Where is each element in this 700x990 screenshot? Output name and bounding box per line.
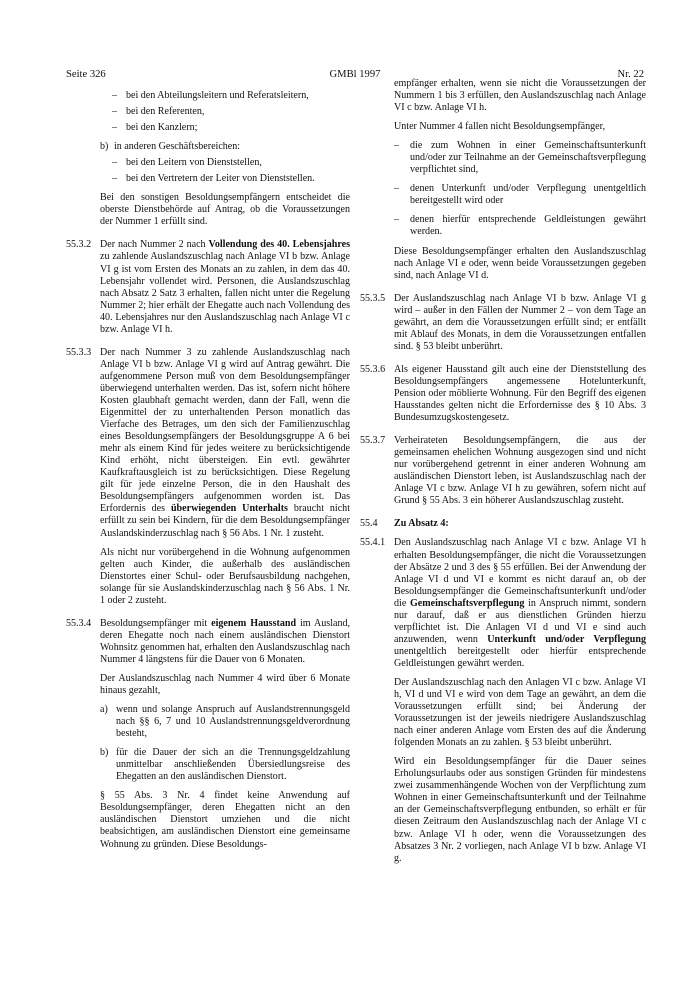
- paragraph: Verheirateten Besoldungsempfängern, die aus der gemeinsamen ehelichen Wohnung ausgezogen sind und nicht nur vorübergehend getrennt in einer anderen Wohnung am ausländischen Dienstort leben, ist Auslandszuschlag nach der Anlage VI c bzw. Anlage VI h zu gewähren, sofern nicht auf Grund § 55 Abs. 3 ein höherer Auslandszuschlag zusteht.: [394, 435, 646, 507]
- section-number: 55.3.5: [360, 292, 386, 304]
- right-column: [360, 78, 646, 865]
- list-item: – denen hierfür entsprechende Geldleistungen gewährt werden.: [394, 214, 646, 238]
- paragraph: Unter Nummer 4 fallen nicht Besoldungsempfänger,: [394, 121, 606, 133]
- section-55-4: [360, 518, 646, 530]
- section-number: 55.3.3: [66, 346, 92, 358]
- section-55-3-7: [360, 435, 646, 507]
- paragraph: Als nicht nur vorübergehend in die Wohnung aufgenommen gelten auch Kinder, die außerhalb des ausländischen Dienstortes einer Schul- oder Berufsausbildung nachgehen, solange für sie Auslandskinderzuschlag nach § 56 Abs. 1 Nr. 1 oder 2 zusteht.: [100, 546, 350, 606]
- section-55-3-5: [360, 293, 646, 353]
- paragraph: Der Auslandszuschlag nach Anlage VI b bzw. Anlage VI g wird – außer in den Fällen der Nummer 2 – von dem Tage an gewährt, an dem die Voraussetzungen erfüllt sind; er entfällt mit Ablauf des Monats, in dem die Voraussetzungen entfallen sind. § 53 bleibt unberührt.: [394, 292, 646, 352]
- continued-block: [360, 78, 646, 282]
- section-heading: Zu Absatz 4:: [394, 518, 449, 530]
- list-item: – bei den Kanzlern;: [112, 122, 198, 134]
- list-item: – bei den Referenten,: [112, 106, 205, 118]
- list-item: – denen Unterkunft und/oder Verpflegung unentgeltlich bereitgestellt wird oder: [394, 183, 646, 207]
- section-number: 55.3.6: [360, 363, 386, 375]
- section-55-3-4: [66, 618, 350, 851]
- section-55-3-6: [360, 364, 646, 424]
- paragraph: Als eigener Hausstand gilt auch eine der Dienststellung des Besoldungsempfängers angemessene Hotelunterkunft, Pension oder möblierte Wohnung. Für den Begriff des eigenen Hausstandes gelten nicht die Erfordernisse des § 10 Abs. 3 Bundesumzugskostengesetz.: [394, 363, 646, 424]
- section-55-4-1: [360, 537, 646, 864]
- list-item: b) in anderen Geschäftsbereichen:: [100, 141, 241, 153]
- list-item: – bei den Vertretern der Leiter von Dienststellen.: [112, 173, 315, 185]
- paragraph: Der nach Nummer 3 zu zahlende Auslandszuschlag nach Anlage VI b bzw. Anlage VI g wird auf Antrag gewährt. Die aufgenommene Person muß von dem Besoldungsempfänger überwiegend unterhalten werden. Das ist, sofern nicht höhere Kosten glaubhaft gemacht werden, dann der Fall, wenn die Eigenmittel der zu unterhaltenden Person monatlich das Vierfache des Betrages, um den sich der Familienzuschlag eines Besoldungsempfängers der Besoldungsgruppe A 6 bei mehr als einem Kind für jedes weitere zu berücksichtigende Kind erhöht, nicht übersteigen. Ein evtl. gewährter Kaufkraftausgleich ist zu berücksichtigen. Diese Regelung gilt für jede einzelne Person, die in den Haushalt des Besoldungsempfängers aufgenommen worden ist. Das Erfordernis des überwiegenden Unterhalts braucht nicht erfüllt zu sein bei Kindern, für die dem Besoldungsempfänger Auslandskinderzuschlag nach § 56 Abs. 1 Nr. 1 zusteht.: [100, 346, 350, 539]
- section-number: 55.3.2: [66, 239, 92, 251]
- journal-title: GMBl 1997: [329, 69, 381, 80]
- paragraph: Diese Besoldungsempfänger erhalten den Auslandszuschlag nach Anlage VI e oder, wenn beide Voraussetzungen gegeben sind, nach Anlage VI d.: [394, 245, 646, 281]
- paragraph: Bei den sonstigen Besoldungsempfängern entscheidet die oberste Dienstbehörde auf Antrag, ob die Voraussetzungen der Nummer 1 erfüllt sind.: [100, 192, 350, 228]
- paragraph: Der Auslandszuschlag nach den Anlagen VI c bzw. Anlage VI h, VI d und VI e wird von dem Tage an gewährt, an dem die Voraussetzungen erfüllt sind; bei Änderung der Voraussetzungen ist der jeweils niedrigere Auslandszuschlag nach einer anderen Anlage vom Ersten des auf die Änderung folgenden Monats an zu zahlen. § 53 bleibt unberührt.: [394, 676, 646, 749]
- section-55-3-2: [66, 239, 350, 335]
- list-item: a) wenn und solange Anspruch auf Auslandstrennungsgeld nach §§ 6, 7 und 10 Auslandstrennungsgeldverordnung besteht,: [100, 704, 350, 740]
- list-item: – bei den Leitern von Dienststellen,: [112, 157, 262, 169]
- section-number: 55.4.1: [360, 537, 386, 549]
- section-number: 55.3.4: [66, 617, 92, 629]
- section-number: 55.3.7: [360, 435, 386, 447]
- page-number: Seite 326: [66, 69, 106, 80]
- list-item: – die zum Wohnen in einer Gemeinschaftsunterkunft und/oder zur Teilnahme an der Gemeinschaftsverpflegung verpflichtet sind,: [394, 140, 646, 176]
- paragraph: Den Auslandszuschlag nach Anlage VI c bzw. Anlage VI h erhalten Besoldungsempfänger, die nicht die Voraussetzungen der Absätze 2 und 3 des § 55 erfüllen. Bei der Anwendung der Anlage VI d und VI e kommt es nicht darauf an, ob der Besoldungsempfänger die Gemeinschaftsunterkunft und/oder die Gemeinschaftsverpflegung in Anspruch nimmt, sondern nur darauf, daß er aus dienstlichen Gründen hierzu verpflichtet ist. Die Anlagen VI d und VI e sind auch anzuwenden, wenn Unterkunft und/oder Verpflegung unentgeltlich bereitgestellt oder hierfür entsprechende Geldleistungen gewährt werden.: [394, 537, 646, 669]
- list-item: b) für die Dauer der sich an die Trennungsgeldzahlung unmittelbar anschließenden Übersiedlungsreise des Ehegatten an den ausländischen Dienstort.: [100, 747, 350, 783]
- left-column: [66, 90, 350, 851]
- paragraph: Wird ein Besoldungsempfänger für die Dauer seines Erholungsurlaubs oder aus sonstigen Gründen für mindestens zwei zusammenhängende Wochen von der Verpflichtung zum Wohnen in einer Gemeinschaftsunterkunft und der Teilnahme an der Gemeinschaftsverpflegung entbunden, so erhält er für diesen Zeitraum den Auslandszuschlag nach der Anlage VI c bzw. Anlage VI h oder, wenn die Voraussetzungen des Absatzes 3 Nr. 2 vorliegen, nach Anlage VI b bzw. Anlage VI g.: [394, 756, 646, 864]
- paragraph: § 55 Abs. 3 Nr. 4 findet keine Anwendung auf Besoldungsempfänger, deren Ehegatten nicht an den ausländischen Dienstort umziehen und die nicht beabsichtigen, am ausländischen Dienstort eine gemeinsame Wohnung zu gründen. Diese Besoldungs-: [100, 790, 350, 850]
- section-number: 55.4: [360, 518, 378, 530]
- section-55-3-3: [66, 347, 350, 607]
- paragraph: Der nach Nummer 2 nach Vollendung des 40. Lebensjahres zu zahlende Auslandszuschlag nach Anlage VI b bzw. Anlage VI g ist vom Ersten des Monats an zu zahlen, in dem das 40. Lebensjahr vollendet wird. Personen, die Auslandszuschlag nach Absatz 2 Satz 3 erhalten, fallen nicht unter die Regelung Nummer 2; hier erhält der Ehegatte auch nach Vollendung des 40. Lebensjahres nur den Auslandszuschlag nach Anlage VI c bzw. Anlage VI h.: [100, 239, 350, 335]
- issue-number: Nr. 22: [617, 69, 644, 80]
- list-item: – bei den Abteilungsleitern und Referatsleitern,: [112, 90, 309, 101]
- paragraph: Der Auslandszuschlag nach Nummer 4 wird über 6 Monate hinaus gezahlt,: [100, 672, 350, 697]
- paragraph: Besoldungsempfänger mit eigenem Hausstand im Ausland, deren Ehegatte noch nach einem ausländischen Dienstort Wohnsitz genommen hat, erhalten den Auslandszuschlag nach Nummer 4 längstens für die Dauer von 6 Monaten.: [100, 617, 351, 665]
- paragraph: empfänger erhalten, wenn sie nicht die Voraussetzungen der Nummern 1 bis 3 erfüllen, den Auslandszuschlag nach Anlage VI c bzw. Anlage VI h.: [394, 78, 646, 114]
